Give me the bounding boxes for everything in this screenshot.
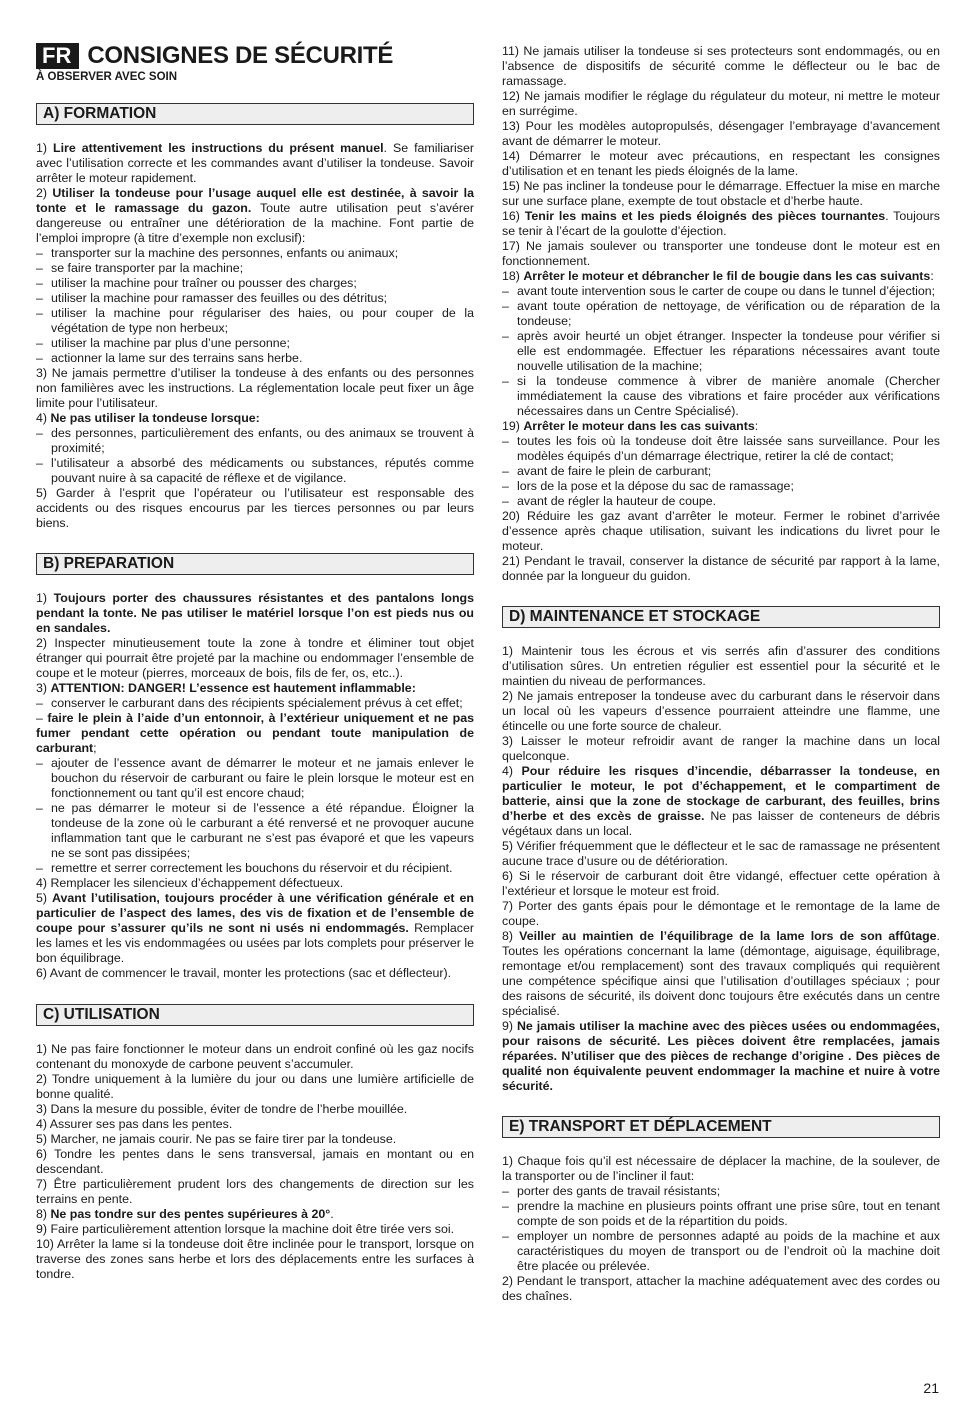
paragraph: 5) Avant l’utilisation, toujours procéder à une vérification générale et en particulier de l’aspect des lames, des vis de fixation et de l’ensemble de coupe pour s’assurer qu’ils ne sont ni usés ni endommagés. Remplacer les lames et les vis endommagées ou usées par lots complets pour préserver le bon équilibrage.: [36, 891, 474, 965]
paragraph: 1) Maintenir tous les écrous et vis serrés afin d’assurer des conditions d’utilisation sûres. Un entretien régulier est essentiel pour la sécurité et le maintien du niveau de performances.: [502, 644, 940, 688]
list-item: – employer un nombre de personnes adapté au poids de la machine et aux caractéristiques du moyen de transport ou de l’endroit où la machine doit être placée ou prélevée.: [502, 1229, 940, 1274]
paragraph: 3) Laisser le moteur refroidir avant de ranger la machine dans un local quelconque.: [502, 734, 940, 763]
list-item: – toutes les fois où la tondeuse doit être laissée sans surveillance. Pour les modèles équipés d’un démarrage électrique, retirer la clé de contact;: [502, 434, 940, 464]
paragraph: 18) Arrêter le moteur et débrancher le fil de bougie dans les cas suivants:: [502, 269, 934, 283]
list-item: – remettre et serrer correctement les bouchons du réservoir et du récipient.: [36, 861, 474, 876]
page-header: [36, 42, 474, 70]
language-badge: FR: [36, 43, 79, 69]
paragraph: 2) Ne jamais entreposer la tondeuse avec du carburant dans le réservoir dans un local où les vapeurs d’essence pourraient atteindre une flamme, une étincelle ou une forte source de chaleur.: [502, 689, 940, 733]
list-item: – prendre la machine en plusieurs points offrant une prise sûre, tout en tenant compte de son poids et de la répartition du poids.: [502, 1199, 940, 1229]
left-column: [36, 42, 474, 1282]
paragraph: 8) Ne pas tondre sur des pentes supérieures à 20°.: [36, 1207, 334, 1221]
list-item: – des personnes, particulièrement des enfants, ou des animaux se trouvent à proximité;: [36, 426, 474, 456]
paragraph: 4) Remplacer les silencieux d’échappement défectueux.: [36, 876, 344, 890]
paragraph: 17) Ne jamais soulever ou transporter une tondeuse dont le moteur est en fonctionnement.: [502, 239, 940, 268]
list-item: – transporter sur la machine des personnes, enfants ou animaux;: [36, 246, 474, 261]
paragraph: 3) Dans la mesure du possible, éviter de tondre de l’herbe mouillée.: [36, 1102, 408, 1116]
section-heading-transport: E) TRANSPORT ET DÉPLACEMENT: [502, 1116, 940, 1138]
paragraph: 1) Ne pas faire fonctionner le moteur dans un endroit confiné où les gaz nocifs contenant du monoxyde de carbone peuvent s’accumuler.: [36, 1042, 474, 1071]
section-body-utilisation-continued: [502, 44, 940, 584]
paragraph: 14) Démarrer le moteur avec précautions, en respectant les consignes d’utilisation et en tenant les pieds éloignés de la lame.: [502, 149, 940, 178]
paragraph: 11) Ne jamais utiliser la tondeuse si ses protecteurs sont endommagés, ou en l’absence de dispositifs de sécurité comme le déflecteur ou le bac de ramassage.: [502, 44, 940, 88]
list-item: – l’utilisateur a absorbé des médicaments ou substances, réputés comme pouvant nuire à sa capacité de réflexe et de vigilance.: [36, 456, 474, 486]
list-item: – conserver le carburant dans des récipients spécialement prévus à cet effet;: [36, 696, 474, 711]
list-item: – faire le plein à l’aide d’un entonnoir, à l’extérieur uniquement et ne pas fumer pendant cette opération ou pendant toute manipulation de carburant;: [36, 711, 474, 755]
list-item: – avant toute intervention sous le carter de coupe ou dans le tunnel d’éjection;: [502, 284, 940, 299]
paragraph: 4) Ne pas utiliser la tondeuse lorsque:: [36, 411, 260, 425]
list-item: – avant de faire le plein de carburant;: [502, 464, 940, 479]
section-heading-formation: A) FORMATION: [36, 103, 474, 125]
paragraph: 1) Chaque fois qu’il est nécessaire de déplacer la machine, de la soulever, de la transporter ou de l’incliner il faut:: [502, 1154, 940, 1183]
list-item: – utiliser la machine pour traîner ou pousser des charges;: [36, 276, 474, 291]
paragraph: 21) Pendant le travail, conserver la distance de sécurité par rapport à la lame, donnée par la longueur du guidon.: [502, 554, 940, 583]
paragraph: 9) Ne jamais utiliser la machine avec des pièces usées ou endommagées, pour raisons de sécurité. Les pièces doivent être remplacées, jamais réparées. N’utiliser que des pièces de rechange d’origine . Des pièces de qualité non équivalente peuvent endommager la machine et nuire à votre sécurité.: [502, 1019, 940, 1093]
list-item: – se faire transporter par la machine;: [36, 261, 474, 276]
section-body-utilisation: [36, 1042, 474, 1282]
paragraph: 6) Tondre les pentes dans le sens transversal, jamais en montant ou en descendant.: [36, 1147, 474, 1176]
paragraph: 19) Arrêter le moteur dans les cas suivants:: [502, 419, 759, 433]
list-item: – utiliser la machine par plus d’une personne;: [36, 336, 474, 351]
list-item: – ne pas démarrer le moteur si de l’essence a été répandue. Éloigner la tondeuse de la zone où le carburant a été renversé et ne provoquer aucune inflammation tant que le carburant ne s’est pas évaporé et que les vapeurs ne se sont pas dissipées;: [36, 801, 474, 861]
list-item: – porter des gants de travail résistants;: [502, 1184, 940, 1199]
paragraph: 2) Pendant le transport, attacher la machine adéquatement avec des cordes ou des chaînes.: [502, 1274, 940, 1303]
paragraph: 5) Marcher, ne jamais courir. Ne pas se faire tirer par la tondeuse.: [36, 1132, 397, 1146]
paragraph: 3) ATTENTION: DANGER! L’essence est hautement inflammable:: [36, 681, 416, 695]
list-item: – après avoir heurté un objet étranger. Inspecter la tondeuse pour vérifier si elle est endommagée. Effectuer les réparations nécessaires avant toute nouvelle utilisation de la machine;: [502, 329, 940, 374]
section-heading-utilisation: C) UTILISATION: [36, 1004, 474, 1026]
paragraph: 10) Arrêter la lame si la tondeuse doit être inclinée pour le transport, lorsque on traverse des zones sans herbe et lors des déplacements entre les surfaces à tondre.: [36, 1237, 474, 1281]
list-item: – lors de la pose et la dépose du sac de ramassage;: [502, 479, 940, 494]
paragraph: 1) Toujours porter des chaussures résistantes et des pantalons longs pendant la tonte. Ne pas utiliser le matériel lorsque l’on est pieds nus ou en sandales.: [36, 591, 475, 635]
page-number: 21: [923, 1380, 939, 1396]
paragraph: 5) Vérifier fréquemment que le déflecteur et le sac de ramassage ne présentent aucune trace d’usure ou de détérioration.: [502, 839, 940, 868]
paragraph: 16) Tenir les mains et les pieds éloignés des pièces tournantes. Toujours se tenir à l’écart de la goulotte d’éjection.: [502, 209, 940, 238]
paragraph: 8) Veiller au maintien de l’équilibrage de la lame lors de son affûtage. Toutes les opérations concernant la lame (démontage, aiguisage, équilibrage, remontage et/ou remplacement) sont des travaux compliqués qui requièrent une compétence spécifique ainsi que l’utilisation d’outillages spéciaux ; pour des raisons de sécurité, ils doivent donc toujours être exécutés dans un centre spécialisé.: [502, 929, 940, 1018]
paragraph: 2) Tondre uniquement à la lumière du jour ou dans une lumière artificielle de bonne qualité.: [36, 1072, 474, 1101]
paragraph: 3) Ne jamais permettre d’utiliser la tondeuse à des enfants ou des personnes non familières avec les instructions. La réglementation locale peut fixer un âge limite pour l’utilisateur.: [36, 366, 474, 410]
paragraph: 4) Pour réduire les risques d’incendie, débarrasser la tondeuse, en particulier le moteur, le pot d’échappement, et le compartiment de batterie, ainsi que la zone de stockage de carburant, des feuilles, brins d’herbe et des excès de graisse. Ne pas laisser de conteneurs de débris végétaux dans un local.: [502, 764, 941, 838]
list-item: – actionner la lame sur des terrains sans herbe.: [36, 351, 474, 366]
page-title: CONSIGNES DE SÉCURITÉ: [87, 42, 394, 69]
paragraph: 4) Assurer ses pas dans les pentes.: [36, 1117, 233, 1131]
list-item: – avant toute opération de nettoyage, de vérification ou de réparation de la tondeuse;: [502, 299, 940, 329]
paragraph: 13) Pour les modèles autopropulsés, désengager l’embrayage d’avancement avant de démarrer le moteur.: [502, 119, 940, 148]
section-body-preparation: [36, 591, 474, 981]
section-heading-preparation: B) PREPARATION: [36, 553, 474, 575]
paragraph: 15) Ne pas incliner la tondeuse pour le démarrage. Effectuer la mise en marche sur une surface plane, exempte de tout obstacle et d’herbe haute.: [502, 179, 940, 208]
list-item: – avant de régler la hauteur de coupe.: [502, 494, 940, 509]
paragraph: 12) Ne jamais modifier le réglage du régulateur du moteur, ni mettre le moteur en surrégime.: [502, 89, 940, 118]
list-item: – ajouter de l’essence avant de démarrer le moteur et ne jamais enlever le bouchon du réservoir de carburant ou faire le plein lorsque le moteur est en fonctionnement ou tant qu’il est encore chaud;: [36, 756, 474, 801]
paragraph: 9) Faire particulièrement attention lorsque la machine doit être tirée vers soi.: [36, 1222, 455, 1236]
paragraph: 2) Inspecter minutieusement toute la zone à tondre et éliminer tout objet étranger qui pourrait être projeté par la machine ou endommager l’ensemble de coupe et le moteur (pierres, morceaux de bois, fils de fer, os, etc..).: [36, 636, 474, 680]
paragraph: 2) Utiliser la tondeuse pour l’usage auquel elle est destinée, à savoir la tonte et le ramassage du gazon. Toute autre utilisation peut s’avérer dangereuse ou entraîner une détérioration de la machine. Font partie de l’emploi impropre (à titre d’exemple non exclusif):: [36, 186, 474, 245]
paragraph: 7) Être particulièrement prudent lors des changements de direction sur les terrains en pente.: [36, 1177, 474, 1206]
right-column: [502, 44, 940, 1304]
section-body-formation: [36, 141, 474, 531]
paragraph: 6) Si le réservoir de carburant doit être vidangé, effectuer cette opération à l’extérieur et lorsque le moteur est froid.: [502, 869, 940, 898]
list-item: – utiliser la machine pour régulariser des haies, ou pour couper de la végétation de type non herbeux;: [36, 306, 474, 336]
paragraph: 5) Garder à l’esprit que l’opérateur ou l’utilisateur est responsable des accidents ou des risques encourus par les tierces personnes ou par leurs biens.: [36, 486, 474, 530]
section-body-maintenance: [502, 644, 940, 1094]
paragraph: 1) Lire attentivement les instructions du présent manuel. Se familiariser avec l’utilisation correcte et les commandes avant d’utiliser la tondeuse. Savoir arrêter le moteur rapidement.: [36, 141, 474, 185]
section-heading-maintenance: D) MAINTENANCE ET STOCKAGE: [502, 606, 940, 628]
list-item: – utiliser la machine pour ramasser des feuilles ou des détritus;: [36, 291, 474, 306]
paragraph: 7) Porter des gants épais pour le démontage et le remontage de la lame de coupe.: [502, 899, 940, 928]
page-subtitle: À OBSERVER AVEC SOIN: [36, 71, 178, 83]
paragraph: 6) Avant de commencer le travail, monter les protections (sac et déflecteur).: [36, 966, 452, 980]
section-body-transport: [502, 1154, 940, 1304]
list-item: – si la tondeuse commence à vibrer de manière anomale (Chercher immédiatement la cause des vibrations et faire procéder aux vérifications nécessaires dans un Centre Spécialisé).: [502, 374, 940, 419]
paragraph: 20) Réduire les gaz avant d’arrêter le moteur. Fermer le robinet d’arrivée d’essence après chaque utilisation, suivant les indications du livret pour le moteur.: [502, 509, 940, 553]
